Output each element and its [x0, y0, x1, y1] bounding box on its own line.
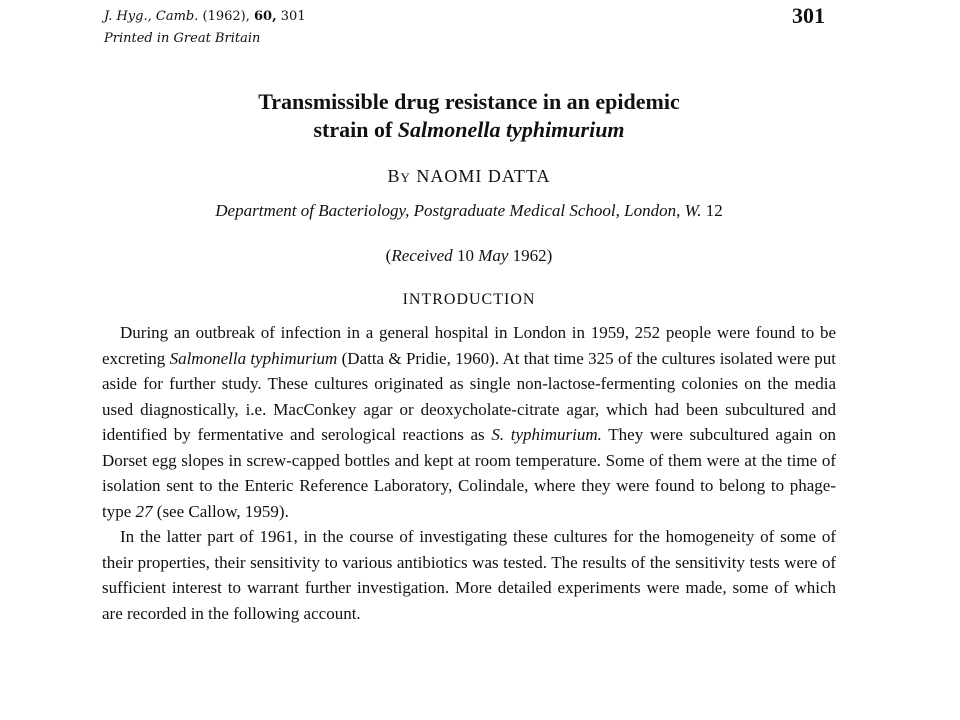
paragraph-2: In the latter part of 1961, in the course of investigating these cultures for the homogeneity of some of their properties, their sensitivity to various antibiotics was tested. The results of the sensitivity tests were of sufficient interest to warrant further investigation. More detailed experiments were made, some of which are recorded in the following account. — [102, 527, 836, 623]
p1-phage-type: 27 — [135, 501, 153, 521]
affiliation-district: 12 — [701, 201, 723, 220]
received-open: ( — [385, 246, 392, 265]
journal-start-page: 301 — [280, 9, 306, 24]
p1-species-abbrev: S. typhimurium. — [491, 425, 602, 444]
author-affiliation — [0, 201, 938, 221]
body-text — [102, 320, 836, 626]
received-year: 1962) — [508, 246, 553, 265]
title-line-1: Transmissible drug resistance in an epidemic — [258, 89, 680, 114]
p1-text-4: (see Callow, 1959). — [152, 501, 289, 521]
printed-in-line: Printed in Great Britain — [104, 31, 261, 46]
author-name: NAOMI DATTA — [416, 166, 551, 186]
p1-text-3: They were subcultured again on Dorset egg slopes in screw-capped bottles and kept at room temperature. Some of them were at the time of isolation sent to the Enteric Reference Laboratory, Colindale, where they were found to belong to phage-type — [102, 425, 837, 521]
title-line-2-prefix: strain of — [313, 117, 393, 142]
journal-year: (1962), — [202, 9, 250, 24]
p1-organism: Salmonella typhimurium — [169, 348, 338, 368]
received-date — [0, 246, 938, 266]
citation-line — [104, 6, 306, 28]
journal-name: J. Hyg., Camb. — [104, 9, 199, 24]
author-byline — [0, 166, 938, 187]
journal-volume: 60, — [254, 9, 277, 24]
paragraph-1 — [102, 320, 836, 524]
journal-header — [104, 6, 306, 50]
p1-text-2: (Datta & Pridie, 1960). At that time 325 of the cultures isolated were put aside for further study. These cultures originated as single non-lactose-fermenting colonies on the media used diagnostically, i.e. MacConkey agar or deoxycholate-citrate agar, which had been subcultured and identified by fermentative and serological reactions as — [102, 348, 836, 444]
received-label: Received — [391, 246, 453, 265]
p1-text-1: During an outbreak of infection in a general hospital in London in 1959, 252 people were found to be excreting — [102, 323, 836, 368]
section-heading: INTRODUCTION — [402, 291, 536, 308]
byline-by: By — [387, 166, 411, 186]
received-month: May — [478, 246, 509, 265]
affiliation-text: Department of Bacteriology, Postgraduate Medical School, London, W. — [215, 201, 702, 220]
paper-title — [0, 88, 938, 144]
title-organism: Salmonella typhimurium — [397, 117, 625, 142]
title-line-2 — [0, 116, 938, 144]
received-day: 10 — [452, 246, 479, 265]
page-number: 301 — [792, 3, 825, 28]
